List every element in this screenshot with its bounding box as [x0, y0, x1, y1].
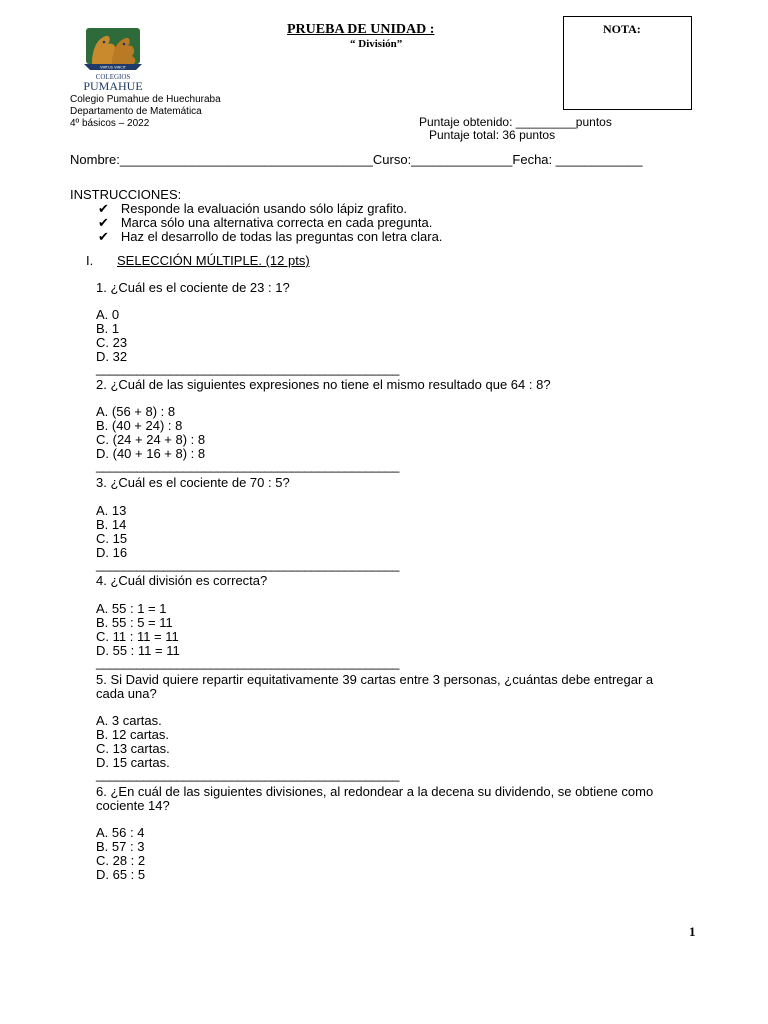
option: B. 12 cartas.	[96, 727, 169, 742]
separator-line: _____________________________________________	[96, 655, 399, 670]
option: A. 55 : 1 = 1	[96, 601, 167, 616]
option: A. 0	[96, 307, 120, 322]
instructions-heading: INSTRUCCIONES:	[70, 187, 182, 202]
instruction-item: ✔ Responde la evaluación usando sólo lápiz grafito.	[98, 201, 408, 216]
option: A. (56 + 8) : 8	[96, 404, 176, 419]
option: C. 28 : 2	[96, 853, 146, 868]
separator-line: _____________________________________________	[96, 767, 399, 782]
department-name: Departamento de Matemática	[70, 106, 202, 117]
student-info-line: Nombre:___________________________________Curso:______________Fecha: ____________	[70, 152, 643, 167]
option: C. 23	[96, 335, 128, 350]
option: C. 13 cartas.	[96, 741, 170, 756]
option: D. 65 : 5	[96, 867, 146, 882]
instruction-item: ✔ Haz el desarrollo de todas las preguntas con letra clara.	[98, 229, 443, 244]
question-6: 6. ¿En cuál de las siguientes divisiones, al redondear a la decena su dividendo, se obtiene como cociente 14?	[96, 784, 654, 813]
option: C. 15	[96, 531, 128, 546]
school-name: Colegio Pumahue de Huechuraba	[70, 94, 221, 105]
score-total: Puntaje total: 36 puntos	[429, 128, 556, 142]
instruction-item: ✔ Marca sólo una alternativa correcta en cada pregunta.	[98, 215, 433, 230]
score-obtained: Puntaje obtenido: _________puntos	[419, 115, 612, 129]
logo-motto: VIRTUS VINCIT	[100, 65, 126, 70]
option: B. 14	[96, 517, 127, 532]
option: A. 13	[96, 503, 127, 518]
option: B. 55 : 5 = 11	[96, 615, 173, 630]
option: A. 3 cartas.	[96, 713, 162, 728]
section-title: SELECCIÓN MÚLTIPLE. (12 pts)	[117, 253, 310, 268]
option: D. 32	[96, 349, 128, 364]
page-number: 1	[689, 924, 696, 939]
separator-line: _____________________________________________	[96, 361, 399, 376]
option: C. (24 + 24 + 8) : 8	[96, 432, 206, 447]
question-3: 3. ¿Cuál es el cociente de 70 : 5?	[96, 475, 290, 490]
section-number: I.	[86, 253, 94, 268]
option: D. 15 cartas.	[96, 755, 170, 770]
checkmark-icon: ✔	[98, 229, 109, 244]
page-subtitle: “ División”	[350, 38, 403, 50]
separator-line: _____________________________________________	[96, 458, 399, 473]
option: A. 56 : 4	[96, 825, 145, 840]
option: D. 16	[96, 545, 128, 560]
school-crest-logo	[78, 26, 148, 96]
question-4: 4. ¿Cuál división es correcta?	[96, 573, 268, 588]
question-2: 2. ¿Cuál de las siguientes expresiones no tiene el mismo resultado que 64 : 8?	[96, 377, 551, 392]
option: B. 1	[96, 321, 120, 336]
logo-text-top: COLEGIOS	[95, 73, 131, 81]
checkmark-icon: ✔	[98, 201, 109, 216]
grade-box-label: NOTA:	[603, 22, 641, 36]
option: C. 11 : 11 = 11	[96, 629, 179, 644]
page-title: PRUEBA DE UNIDAD :	[287, 22, 435, 37]
option: B. 57 : 3	[96, 839, 145, 854]
option: D. (40 + 16 + 8) : 8	[96, 446, 206, 461]
grade-year: 4º básicos – 2022	[70, 118, 150, 129]
question-1: 1. ¿Cuál es el cociente de 23 : 1?	[96, 280, 290, 295]
option: B. (40 + 24) : 8	[96, 418, 183, 433]
logo-text-main: PUMAHUE	[83, 79, 143, 93]
separator-line: _____________________________________________	[96, 557, 399, 572]
checkmark-icon: ✔	[98, 215, 109, 230]
question-5: 5. Si David quiere repartir equitativamente 39 cartas entre 3 personas, ¿cuántas debe entregar a cada una?	[96, 672, 654, 701]
option: D. 55 : 11 = 11	[96, 643, 180, 658]
